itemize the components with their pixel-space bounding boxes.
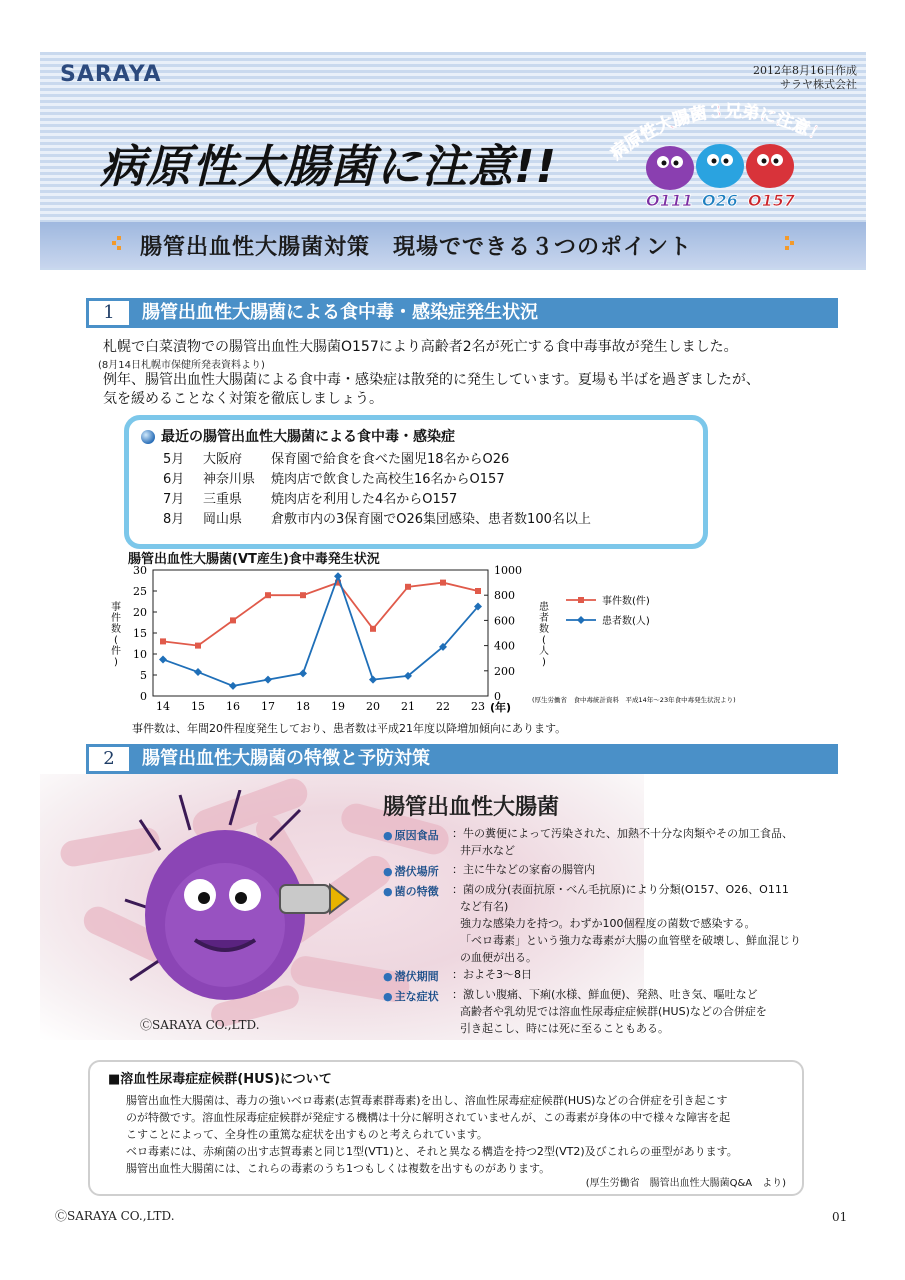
y-left-axis-label: ( xyxy=(114,635,118,646)
y-left-axis-label: 事 xyxy=(111,602,121,613)
y-right-axis-label: 患 xyxy=(539,602,549,613)
x-tick-label: 18 xyxy=(296,700,310,713)
value-characteristics: ：菌の成分(表面抗原・べん毛抗原)により分類(O157、O26、O111 など有名) 強力な感染力を持つ。わずか100個程度の菌数で感染する。 「ベロ毒素」という強力な毒素が大腸の血管壁を破壊し、鮮血混じり の血便が出る。 xyxy=(452,883,801,964)
series-point xyxy=(334,572,342,580)
x-tick-label: 22 xyxy=(436,700,450,713)
page-number: 01 xyxy=(832,1210,848,1224)
legend-label: 患者数(人) xyxy=(602,616,650,627)
blue-bullet-icon xyxy=(141,430,155,444)
y-right-tick-label: 400 xyxy=(494,639,515,653)
series-point xyxy=(475,588,481,594)
orange-dots-icon xyxy=(112,236,126,250)
series-point xyxy=(264,676,272,684)
x-tick-label: 17 xyxy=(261,700,275,713)
label-characteristics: ● 菌の特徴 xyxy=(383,883,439,899)
x-tick-label: 14 xyxy=(156,700,170,713)
y-left-tick-label: 0 xyxy=(140,690,147,703)
bacteria-brothers-badge xyxy=(598,100,838,212)
label-symptoms: ● 主な症状 xyxy=(383,988,439,1004)
body-line-1: 例年、腸管出血性大腸菌による食中毒・感染症は散発的に発生しています。夏場も半ばを過ぎましたが、 xyxy=(103,372,760,388)
blue-bacteria-icon xyxy=(696,144,744,188)
y-right-axis-label: ) xyxy=(542,657,546,668)
saraya-logo: SARAYA xyxy=(60,62,162,87)
series-line-1 xyxy=(163,576,478,686)
series-point xyxy=(405,584,411,590)
series-point xyxy=(229,682,237,690)
y-left-tick-label: 20 xyxy=(133,606,147,619)
label-cause-food: ● 原因食品 xyxy=(383,827,439,843)
recent-cases-box: 最近の腸管出血性大腸菌による食中毒・感染症 5月 大阪府 保育園で給食を食べた園児18名からO26 6月 神奈川県 焼肉店で飲食した高校生16名からO157 7月 三重県 焼肉店を利用した4名からO157 8月 岡山県 倉敷市内の3保育園でO26集団感染、患者数100名以上 xyxy=(124,415,708,549)
x-tick-label: 23 xyxy=(471,700,485,713)
outbreak-chart xyxy=(96,562,796,718)
y-right-tick-label: 1000 xyxy=(494,564,522,577)
chart-note: 事件数は、年間20件程度発生しており、患者数は平成21年度以降増加傾向にあります。 xyxy=(132,722,567,735)
strain-o157: O157 xyxy=(748,191,795,210)
series-point xyxy=(299,669,307,677)
hus-title: ■溶血性尿毒症症候群(HUS)について xyxy=(108,1072,332,1087)
hus-reference: (厚生労働省 腸管出血性大腸菌Q&A より) xyxy=(585,1178,786,1189)
footer-copyright: ⒸSARAYA CO.,LTD. xyxy=(55,1209,175,1223)
chart-source: (厚生労働省 食中毒統計資料 平成14年～23年食中毒発生状況より) xyxy=(532,696,736,704)
y-left-tick-label: 30 xyxy=(133,564,147,577)
legend-marker xyxy=(578,597,584,603)
series-point xyxy=(300,592,306,598)
legend-label: 事件数(件) xyxy=(602,596,650,607)
document-meta xyxy=(753,64,857,92)
purple-bacteria-icon xyxy=(646,146,694,190)
section-title: 腸管出血性大腸菌による食中毒・感染症発生状況 xyxy=(142,302,538,323)
section-2-header xyxy=(86,744,838,774)
red-bacteria-icon xyxy=(746,144,794,188)
lead-text: 札幌で白菜漬物での腸管出血性大腸菌O157により高齢者2名が死亡する食中毒事故が発生しました。 xyxy=(103,339,738,355)
section-title: 腸管出血性大腸菌の特徴と予防対策 xyxy=(142,748,430,769)
series-point xyxy=(195,643,201,649)
lead-source: (8月14日札幌市保健所発表資料より) xyxy=(98,360,265,371)
strain-o111: O111 xyxy=(646,191,693,210)
y-right-tick-label: 200 xyxy=(494,664,515,678)
y-left-tick-label: 5 xyxy=(140,669,147,682)
y-right-tick-label: 0 xyxy=(494,690,501,703)
x-tick-label: 16 xyxy=(226,700,240,713)
label-habitat: ● 潜伏場所 xyxy=(383,863,439,879)
subtitle: 腸管出血性大腸菌対策 現場でできる３つのポイント xyxy=(140,235,693,260)
orange-dots-icon xyxy=(780,236,794,250)
series-point xyxy=(194,668,202,676)
y-right-axis-label: 数 xyxy=(539,624,549,635)
y-left-axis-label: 件 xyxy=(111,646,121,657)
creation-date: 2012年8月16日作成 xyxy=(753,64,857,77)
x-tick-label: 20 xyxy=(366,700,380,713)
series-point xyxy=(369,676,377,684)
series-point xyxy=(160,638,166,644)
series-point xyxy=(370,626,376,632)
badge-caption: 病原性大腸菌３兄弟に注意！ xyxy=(607,101,829,164)
series-line-0 xyxy=(163,583,478,646)
y-right-axis-label: 者 xyxy=(539,613,549,624)
x-axis-label: (年) xyxy=(490,701,512,714)
x-tick-label: 21 xyxy=(401,700,415,713)
main-title: 病原性大腸菌に注意!! xyxy=(100,140,558,193)
value-incubation: ：およそ3～8日 xyxy=(452,968,532,981)
y-left-axis-label: 数 xyxy=(111,624,121,635)
section-1-header xyxy=(86,298,838,328)
y-left-axis-label: 件 xyxy=(111,613,121,624)
y-right-tick-label: 800 xyxy=(494,589,515,603)
y-right-axis-label: ( xyxy=(542,635,546,646)
y-left-tick-label: 10 xyxy=(133,648,147,661)
value-cause-food: ：牛の糞便によって汚染された、加熱不十分な肉類やその加工食品、 井戸水など xyxy=(452,827,793,857)
bacteria-mascot-image xyxy=(120,790,350,1020)
y-left-axis-label: ) xyxy=(114,657,118,668)
info-title: 腸管出血性大腸菌 xyxy=(383,795,560,820)
strain-o26: O26 xyxy=(702,191,738,210)
series-point xyxy=(265,592,271,598)
series-point xyxy=(159,655,167,663)
company-name: サラヤ株式会社 xyxy=(780,78,857,91)
section-number: 2 xyxy=(89,747,129,771)
y-right-axis-label: 人 xyxy=(539,646,549,657)
y-left-tick-label: 25 xyxy=(133,585,147,598)
label-incubation: ● 潜伏期間 xyxy=(383,968,439,984)
series-point xyxy=(230,617,236,623)
hus-info-box xyxy=(88,1060,804,1196)
bullet-icon xyxy=(280,885,348,913)
y-left-tick-label: 15 xyxy=(133,627,147,640)
x-tick-label: 19 xyxy=(331,700,345,713)
hus-paragraph: 腸管出血性大腸菌は、毒力の強いベロ毒素(志賀毒素群毒素)を出し、溶血性尿毒症症候群(HUS)などの合併症を引き起こす のが特徴です。溶血性尿毒症症候群が発症する機構は十分に解明されていませんが、この毒素が身体の中で様々な障害を起 こすことによって、全身性の重篤な症状を出すものと考えられています。 ベロ毒素には、赤痢菌の出す志賀毒素と同じ1型(VT1)と、それと異なる構造を持つ2型(VT2)及びこれらの亜型があります。 腸管出血性大腸菌には、これらの毒素のうち1つもしくは複数を出すものがあります。 xyxy=(126,1094,738,1175)
series-point xyxy=(440,580,446,586)
value-symptoms: ：激しい腹痛、下痢(水様、鮮血便)、発熱、吐き気、嘔吐など 高齢者や乳幼児では溶血性尿毒症症候群(HUS)などの合併症を 引き起こし、時には死に至ることもある。 xyxy=(452,988,767,1035)
legend-marker xyxy=(577,616,585,624)
y-right-tick-label: 600 xyxy=(494,614,515,628)
value-habitat: ：主に牛などの家畜の腸管内 xyxy=(452,863,595,876)
image-copyright: ⒸSARAYA CO.,LTD. xyxy=(140,1018,260,1032)
body-line-2: 気を緩めることなく対策を徹底しましょう。 xyxy=(103,391,383,407)
section-number: 1 xyxy=(89,301,129,325)
cases-title: 最近の腸管出血性大腸菌による食中毒・感染症 xyxy=(161,429,455,445)
x-tick-label: 15 xyxy=(191,700,205,713)
chart-title: 腸管出血性大腸菌(VT産生)食中毒発生状況 xyxy=(128,552,380,567)
